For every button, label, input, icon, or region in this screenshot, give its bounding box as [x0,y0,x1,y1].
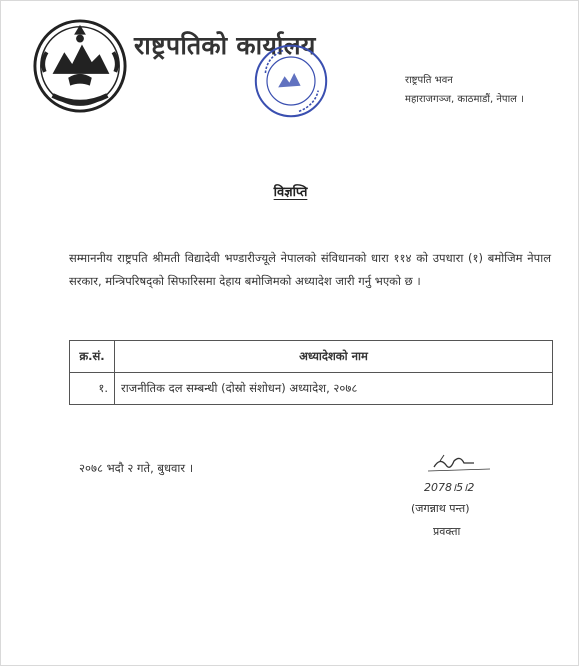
notice-title-text: विज्ञप्ति [273,185,308,200]
issue-date: २०७८ भदौ २ गते, बुधवार । [79,461,194,475]
office-title: राष्ट्रपतिको कार्यालय [134,31,316,60]
address-line-1: राष्ट्रपति भवन [405,75,453,86]
handwritten-signature [414,451,499,499]
signer-role: प्रवक्ता [433,525,461,538]
table-row [70,373,553,405]
ordinance-table [69,340,553,405]
column-header-name: अध्यादेशको नाम [115,341,553,373]
column-header-sn: क्र.सं. [70,341,115,373]
signer-name: (जगन्नाथ पन्त) [411,502,470,515]
nepal-emblem-icon [31,17,129,115]
row-sn: १. [70,373,115,405]
table-header-row [70,341,553,373]
address-line-2: महाराजगञ्ज, काठमाडौं, नेपाल । [405,94,524,105]
svg-text:2078।5।2: 2078।5।2 [424,481,475,494]
row-ordinance-name: राजनीतिक दल सम्बन्धी (दोस्रो संशोधन) अध्यादेश, २०७८ [115,373,553,405]
notice-title [1,182,579,200]
office-address [405,71,524,109]
office-stamp-icon [251,41,331,121]
notice-body: सम्माननीय राष्ट्रपति श्रीमती विद्यादेवी भण्डारीज्यूले नेपालको संविधानको धारा ११४ को उपधारा (१) बमोजिम नेपाल सरकार, मन्त्रिपरिषद्को सिफारिसमा देहाय बमोजिमको अध्यादेश जारी गर्नु भएको छ । [69,251,551,288]
